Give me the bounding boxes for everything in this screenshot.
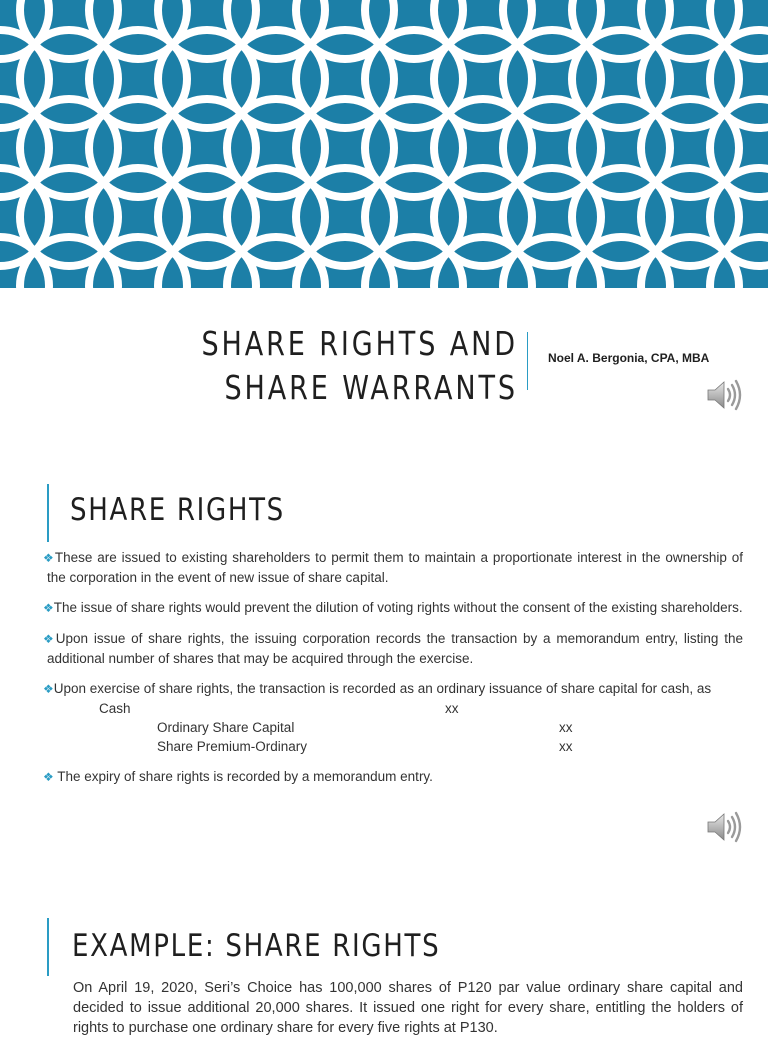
- bullet-text: The issue of share rights would prevent the dilution of voting rights without the consent of the existing shareholders.: [53, 600, 743, 615]
- pattern-svg: [0, 0, 768, 288]
- section-title: SHARE RIGHTS: [70, 492, 285, 528]
- title-line-2: SHARE WARRANTS: [224, 368, 518, 407]
- credit-account-1: Ordinary Share Capital: [157, 720, 295, 735]
- bullet-item: [43, 548, 743, 587]
- share-rights-slide: [0, 464, 768, 874]
- diamond-bullet-icon: ❖: [43, 770, 54, 784]
- title-slide: [0, 0, 768, 440]
- pattern-circle: [0, 99, 49, 197]
- example-slide: [0, 898, 768, 1036]
- bullet-item: [43, 598, 743, 618]
- example-paragraph: On April 19, 2020, Seri’s Choice has 100,000 shares of P120 par value ordinary share capital and decided to issue additional 20,000 shares. It issued one right for every share, entitling the holders of rights to purchase one ordinary share for every five rights at P130.: [73, 980, 743, 1036]
- bullet-item: [43, 679, 743, 699]
- pattern-circle: [0, 168, 49, 266]
- bullet-list: [43, 548, 743, 798]
- bullet-text: Upon exercise of share rights, the transaction is recorded as an ordinary issuance of share capital for cash, as: [53, 681, 712, 696]
- pattern-circle: [0, 237, 49, 335]
- bullet-text: Upon issue of share rights, the issuing corporation records the transaction by a memorandum entry, listing the additional number of shares that may be acquired through the exercise.: [47, 631, 743, 666]
- credit-amount-1: xx: [559, 720, 573, 735]
- bullet-item: [43, 629, 743, 668]
- section-accent-bar: [47, 484, 49, 542]
- presentation-title: [132, 322, 518, 410]
- bullet-text: The expiry of share rights is recorded by a memorandum entry.: [53, 769, 433, 784]
- diamond-bullet-icon: ❖: [43, 551, 55, 565]
- speaker-icon[interactable]: [704, 807, 744, 847]
- speaker-icon[interactable]: [704, 375, 744, 415]
- title-line-1: SHARE RIGHTS AND: [201, 324, 518, 363]
- diamond-bullet-icon: ❖: [43, 682, 54, 696]
- decorative-circle-pattern: [0, 0, 768, 288]
- debit-account: Cash: [99, 701, 131, 716]
- journal-entry: [47, 699, 743, 759]
- section-accent-bar: [47, 918, 49, 976]
- author-name: Noel A. Bergonia, CPA, MBA: [548, 351, 710, 365]
- pattern-circle: [0, 306, 49, 404]
- bullet-text: These are issued to existing shareholders to permit them to maintain a proportionate interest in the ownership of the corporation in the event of new issue of share capital.: [47, 550, 743, 585]
- debit-amount: xx: [445, 701, 459, 716]
- bullet-item: [43, 767, 743, 787]
- pattern-circle: [0, 30, 49, 128]
- diamond-bullet-icon: ❖: [43, 601, 54, 615]
- title-divider: [527, 332, 528, 390]
- credit-amount-2: xx: [559, 739, 573, 754]
- diamond-bullet-icon: ❖: [43, 632, 56, 646]
- example-title: EXAMPLE: SHARE RIGHTS: [72, 928, 441, 964]
- credit-account-2: Share Premium-Ordinary: [157, 739, 308, 754]
